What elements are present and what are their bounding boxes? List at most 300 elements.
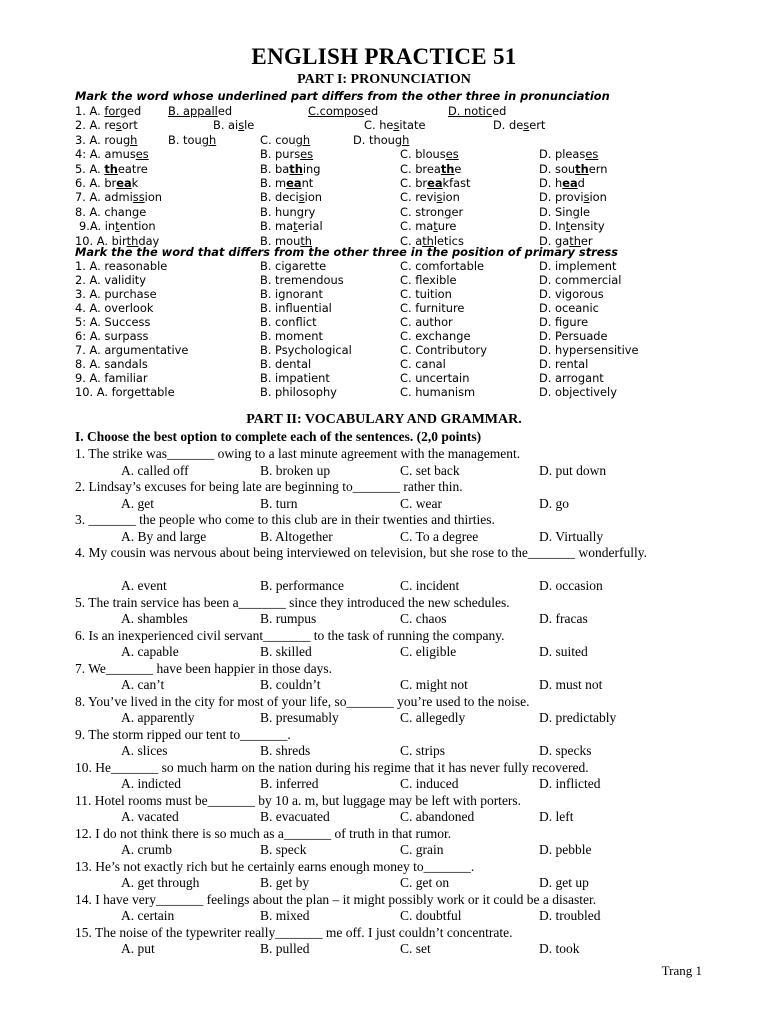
- stress-option: B. cigarette: [260, 259, 327, 273]
- underlined-part: B. appall: [168, 104, 218, 118]
- answer-option: A. By and large: [121, 528, 207, 544]
- option-text: D. de: [493, 118, 524, 133]
- option-text: C. br: [400, 176, 428, 190]
- question-text: 1. The strike was_______ owing to a last minute agreement with the management.: [75, 446, 521, 461]
- stress-option: D. figure: [539, 315, 589, 329]
- stress-option: D. hypersensitive: [539, 343, 639, 357]
- answer-options: [0, 463, 768, 479]
- underlined-part: t: [565, 219, 571, 234]
- pronunciation-option: [168, 133, 216, 147]
- underlined-part: s: [583, 190, 590, 205]
- stress-option: B. Psychological: [260, 343, 352, 357]
- answer-option: B. pulled: [260, 941, 310, 956]
- underlined-part: g: [132, 204, 140, 219]
- option-text: ry: [303, 204, 316, 219]
- underlined-part: s: [393, 118, 400, 133]
- pronunciation-option: [539, 190, 607, 204]
- option-text: ion: [589, 190, 607, 205]
- pronunciation-instruction: Mark the word whose underlined part differs from the other three in pronunciation: [75, 89, 610, 103]
- pronunciation-option: [260, 205, 315, 219]
- underlined-part: gh: [295, 132, 311, 147]
- pronunciation-option: [400, 176, 471, 190]
- underlined-part: g: [572, 204, 580, 219]
- answer-option: D. predictably: [539, 710, 617, 725]
- answer-option: D. suited: [539, 644, 588, 659]
- underlined-part: es: [300, 147, 314, 162]
- underlined-part: C.compos: [308, 104, 365, 118]
- answer-option: C. strips: [400, 743, 446, 758]
- answer-option: D. must not: [539, 677, 603, 692]
- answer-option: A. certain: [121, 908, 175, 923]
- answer-option: C. induced: [400, 776, 459, 791]
- answer-option: C. doubtful: [400, 908, 462, 923]
- option-text: 7. A. admi: [75, 190, 133, 205]
- underlined-part: ea: [116, 176, 132, 190]
- option-text: ern: [588, 161, 608, 176]
- option-text: B. m: [260, 176, 287, 190]
- answer-option: B. evacuated: [260, 809, 330, 824]
- option-text: ion: [304, 190, 323, 205]
- answer-option: D. get up: [539, 875, 589, 890]
- pronunciation-option: [260, 133, 310, 147]
- option-text: D. thou: [353, 132, 395, 147]
- option-text: D. Sin: [539, 204, 573, 219]
- underlined-part: es: [445, 147, 459, 162]
- pronunciation-option: [353, 133, 409, 147]
- option-text: B. tou: [168, 132, 202, 147]
- stress-option: C. humanism: [400, 385, 476, 399]
- stress-option: B. influential: [260, 301, 332, 315]
- answer-option: C. set: [400, 941, 431, 956]
- answer-options: [0, 578, 768, 594]
- option-text: 3. A. rou: [75, 132, 123, 147]
- stress-row: [0, 329, 768, 343]
- stress-option: C. flexible: [400, 273, 457, 287]
- answer-option: B. turn: [260, 495, 298, 511]
- answer-options: [0, 809, 768, 825]
- option-text: 10. A. bir: [75, 233, 127, 248]
- stress-row: [0, 273, 768, 287]
- option-text: day: [138, 233, 160, 248]
- option-text: eatre: [117, 161, 148, 176]
- option-text: B. hun: [260, 204, 297, 219]
- answer-options: [0, 776, 768, 792]
- answer-option: B. speck: [260, 842, 307, 857]
- option-text: ert: [529, 118, 546, 133]
- option-text: D. In: [539, 219, 566, 234]
- answer-option: A. apparently: [121, 710, 195, 725]
- option-text: kfast: [442, 176, 471, 190]
- pronunciation-row: [0, 205, 768, 219]
- question-text: 11. Hotel rooms must be_______ by 10 a. m, but luggage may be left with porters.: [75, 792, 522, 808]
- underlined-part: es: [585, 147, 599, 162]
- answer-options: [0, 710, 768, 726]
- option-text: D. h: [539, 176, 563, 190]
- answer-option: A. can’t: [121, 677, 165, 692]
- underlined-part: es: [135, 147, 149, 162]
- stress-option: D. implement: [539, 259, 617, 273]
- pronunciation-option: [539, 147, 598, 161]
- stress-row: [0, 287, 768, 301]
- stress-option: C. furniture: [400, 301, 465, 315]
- answer-option: C. abandoned: [400, 809, 475, 824]
- stress-option: C. author: [400, 315, 453, 329]
- answer-option: C. To a degree: [400, 528, 479, 544]
- answer-option: A. vacated: [121, 809, 179, 824]
- stress-row: [0, 385, 768, 399]
- answer-option: A. get through: [121, 875, 200, 890]
- stress-option: D. arrogant: [539, 371, 604, 385]
- question-text: 8. You’ve lived in the city for most of your life, so_______ you’re used to the noise.: [75, 693, 530, 709]
- option-text: e: [454, 161, 462, 176]
- answer-option: A. indicted: [121, 776, 181, 791]
- pronunciation-option: [400, 162, 461, 176]
- option-text: C. brea: [400, 161, 441, 176]
- stress-option: C. Contributory: [400, 343, 487, 357]
- option-text: 4: A. amus: [75, 147, 136, 162]
- part1-title: PART I: PRONUNCIATION: [297, 72, 471, 87]
- pronunciation-option: [75, 133, 137, 147]
- answer-option: C. set back: [400, 462, 460, 478]
- pronunciation-row: [0, 118, 768, 132]
- stress-option: D. rental: [539, 357, 589, 371]
- option-text: D. pleas: [539, 147, 586, 162]
- answer-option: C. might not: [400, 677, 468, 692]
- answer-options: [0, 941, 768, 957]
- question-text: 15. The noise of the typewriter really_______ me off. I just couldn’t concentrate.: [75, 924, 513, 940]
- answer-option: B. Altogether: [260, 528, 333, 544]
- answer-option: D. go: [539, 495, 569, 511]
- answer-options: [0, 842, 768, 858]
- stress-option: 1. A. reasonable: [75, 259, 168, 273]
- option-text: D. sou: [539, 161, 576, 176]
- option-text: B. purs: [260, 147, 301, 162]
- answer-option: A. slices: [121, 743, 168, 758]
- answer-option: C. wear: [400, 495, 442, 511]
- underlined-part: th: [569, 233, 581, 248]
- underlined-part: g: [444, 204, 452, 219]
- pronunciation-option: [75, 104, 141, 118]
- option-text: ing: [302, 161, 321, 176]
- answer-options: [0, 611, 768, 627]
- stress-option: B. dental: [260, 357, 312, 371]
- answer-option: D. fracas: [539, 611, 588, 626]
- pronunciation-option: [79, 219, 156, 233]
- answer-option: B. rumpus: [260, 611, 317, 626]
- underlined-part: t: [115, 219, 120, 234]
- answer-option: C. grain: [400, 842, 444, 857]
- option-text: erial: [297, 219, 323, 234]
- stress-option: D. commercial: [539, 273, 622, 287]
- option-text: ort: [121, 118, 138, 133]
- question-text: 2. Lindsay’s excuses for being late are beginning to_______ rather thin.: [75, 479, 463, 494]
- option-text: C. he: [364, 118, 394, 133]
- pronunciation-option: [400, 147, 459, 161]
- stress-option: C. comfortable: [400, 259, 485, 273]
- underlined-part: th: [104, 161, 118, 176]
- stress-option: B. moment: [260, 329, 323, 343]
- answer-option: C. incident: [400, 578, 460, 593]
- answer-options: [0, 644, 768, 660]
- stress-option: 3. A. purchase: [75, 287, 157, 301]
- pronunciation-option: [260, 190, 322, 204]
- underlined-part: ea: [427, 176, 443, 190]
- option-text: C. a: [400, 233, 423, 248]
- underlined-part: th: [289, 161, 303, 176]
- question-text: 3. _______ the people who come to this club are in their twenties and thirties.: [75, 512, 495, 527]
- question-text: 10. He_______ so much harm on the nation during his regime that it has never fully recovered.: [75, 759, 589, 775]
- option-text: 5. A.: [75, 161, 105, 176]
- answer-option: A. called off: [121, 462, 189, 478]
- pronunciation-row: [0, 147, 768, 161]
- stress-option: 5: A. Success: [75, 315, 151, 329]
- stress-row: [0, 301, 768, 315]
- option-text: ed: [364, 104, 379, 118]
- answer-option: B. mixed: [260, 908, 310, 923]
- answer-option: D. Virtually: [539, 528, 604, 544]
- option-text: ed: [127, 104, 142, 118]
- stress-option: D. oceanic: [539, 301, 599, 315]
- pronunciation-row: [0, 104, 768, 118]
- answer-option: A. crumb: [121, 842, 172, 857]
- option-text: C. ma: [400, 219, 434, 234]
- answer-option: B. inferred: [260, 776, 319, 791]
- option-text: D. ga: [539, 233, 570, 248]
- page-number: Trang 1: [661, 963, 702, 978]
- pronunciation-option: [400, 219, 456, 233]
- option-text: B. ma: [260, 219, 294, 234]
- pronunciation-row: [0, 176, 768, 190]
- page-title: ENGLISH PRACTICE 51: [251, 44, 517, 69]
- pronunciation-option: [539, 176, 585, 190]
- option-text: C. cou: [260, 132, 296, 147]
- underlined-part: ea: [562, 176, 578, 190]
- option-text: ention: [119, 219, 156, 234]
- stress-option: C. canal: [400, 357, 446, 371]
- underlined-part: forg: [104, 104, 128, 118]
- pronunciation-option: [260, 147, 313, 161]
- stress-option: 6: A. surpass: [75, 329, 149, 343]
- stress-option: B. tremendous: [260, 273, 344, 287]
- underlined-part: s: [436, 190, 443, 205]
- underlined-part: th: [422, 233, 434, 248]
- stress-row: [0, 357, 768, 371]
- option-text: er: [451, 204, 464, 219]
- answer-options: [0, 677, 768, 693]
- underlined-part: th: [440, 161, 455, 176]
- pronunciation-option: [308, 104, 378, 118]
- answer-option: C. allegedly: [400, 710, 466, 725]
- question-text: 12. I do not think there is so much as a_______ of truth in that rumor.: [75, 825, 452, 841]
- answer-option: D. troubled: [539, 908, 601, 923]
- section-i-heading: I. Choose the best option to complete each of the sentences. (2,0 points): [75, 429, 482, 444]
- option-text: C. stron: [400, 204, 445, 219]
- pronunciation-option: [75, 118, 138, 132]
- option-text: ed: [492, 104, 507, 118]
- stress-row: [0, 259, 768, 273]
- pronunciation-row: [0, 133, 768, 147]
- option-text: d: [577, 176, 585, 190]
- option-text: ion: [442, 190, 460, 205]
- answer-options: [0, 529, 768, 545]
- underlined-part: gh: [201, 132, 217, 147]
- answer-options: [0, 743, 768, 759]
- stress-option: 4. A. overlook: [75, 301, 154, 315]
- answer-option: B. skilled: [260, 644, 312, 659]
- answer-option: A. put: [121, 941, 155, 956]
- option-text: le: [579, 204, 591, 219]
- option-text: e: [139, 204, 147, 219]
- stress-option: B. ignorant: [260, 287, 323, 301]
- stress-row: [0, 371, 768, 385]
- stress-option: D. Persuade: [539, 329, 608, 343]
- option-text: B. ba: [260, 161, 290, 176]
- option-text: letics: [433, 233, 464, 248]
- stress-option: 9. A. familiar: [75, 371, 148, 385]
- answer-option: B. get by: [260, 875, 310, 890]
- underlined-part: g: [296, 204, 304, 219]
- stress-row: [0, 315, 768, 329]
- underlined-part: ss: [132, 190, 145, 205]
- question-text: 5. The train service has been a_______ since they introduced the new schedules.: [75, 594, 510, 610]
- option-text: 8. A. chan: [75, 204, 133, 219]
- underlined-part: s: [298, 190, 305, 205]
- stress-option: D. objectively: [539, 385, 617, 399]
- question-text: 4. My cousin was nervous about being interviewed on television, but she rose to the_______ wonderfully.: [75, 545, 648, 560]
- pronunciation-option: [539, 162, 607, 176]
- stress-option: B. philosophy: [260, 385, 337, 399]
- answer-options: [0, 875, 768, 891]
- question-text: 9. The storm ripped our tent to_______.: [75, 726, 291, 742]
- stress-option: C. tuition: [400, 287, 452, 301]
- answer-option: A. shambles: [121, 611, 188, 626]
- pronunciation-option: [75, 147, 149, 161]
- stress-option: C. exchange: [400, 329, 471, 343]
- underlined-part: t: [433, 219, 438, 234]
- answer-option: A. get: [121, 495, 154, 511]
- option-text: 2. A. re: [75, 118, 116, 133]
- option-text: ensity: [570, 219, 605, 234]
- stress-row: [0, 343, 768, 357]
- pronunciation-option: [75, 205, 146, 219]
- stress-option: C. uncertain: [400, 371, 470, 385]
- underlined-part: ea: [286, 176, 302, 190]
- underlined-part: th: [126, 233, 139, 248]
- answer-option: C. chaos: [400, 611, 447, 626]
- pronunciation-option: [400, 190, 460, 204]
- option-text: C. blous: [400, 147, 446, 162]
- underlined-part: gh: [394, 132, 410, 147]
- question-text: 13. He’s not exactly rich but he certainly earns enough money to_______.: [75, 858, 475, 874]
- option-text: itate: [399, 118, 426, 133]
- option-text: 1. A.: [75, 104, 105, 118]
- answer-option: D. specks: [539, 743, 592, 758]
- underlined-part: t: [293, 219, 298, 234]
- underlined-part: th: [300, 233, 313, 248]
- option-text: B. ai: [213, 118, 239, 133]
- option-text: D. provi: [539, 190, 584, 205]
- answer-option: B. presumably: [260, 710, 339, 725]
- pronunciation-option: [75, 176, 138, 190]
- pronunciation-option: [448, 104, 506, 118]
- option-text: 6. A. br: [75, 176, 117, 190]
- answer-option: B. broken up: [260, 462, 331, 478]
- underlined-part: s: [523, 118, 530, 133]
- answer-option: A. capable: [121, 644, 179, 659]
- answer-option: B. performance: [260, 578, 344, 593]
- stress-option: B. conflict: [260, 315, 317, 329]
- question-text: 6. Is an inexperienced civil servant_______ to the task of running the company.: [75, 627, 505, 643]
- pronunciation-option: [493, 118, 545, 132]
- option-text: le: [244, 118, 255, 133]
- option-text: B. deci: [260, 190, 299, 205]
- pronunciation-option: [260, 176, 313, 190]
- underlined-part: th: [575, 161, 589, 176]
- option-text: ion: [144, 190, 163, 205]
- underlined-part: s: [238, 118, 245, 133]
- answer-option: D. occasion: [539, 578, 603, 593]
- answer-options: [0, 908, 768, 924]
- answer-option: D. put down: [539, 462, 607, 478]
- option-text: k: [131, 176, 139, 190]
- pronunciation-option: [260, 162, 320, 176]
- stress-option: 7. A. argumentative: [75, 343, 189, 357]
- pronunciation-option: [364, 118, 425, 132]
- option-text: B. mou: [260, 233, 301, 248]
- pronunciation-option: [260, 219, 323, 233]
- stress-instruction: Mark the the word that differs from the other three in the position of primary stress: [75, 245, 619, 259]
- answer-options: [0, 496, 768, 512]
- option-text: C. revi: [400, 190, 437, 205]
- option-text: nt: [301, 176, 314, 190]
- stress-option: 2. A. validity: [75, 273, 146, 287]
- pronunciation-row: [0, 219, 768, 233]
- pronunciation-option: [168, 104, 232, 118]
- answer-option: D. left: [539, 809, 574, 824]
- pronunciation-row: [0, 162, 768, 176]
- pronunciation-row: [0, 190, 768, 204]
- answer-option: B. couldn’t: [260, 677, 321, 692]
- underlined-part: gh: [122, 132, 138, 147]
- stress-option: B. impatient: [260, 371, 330, 385]
- answer-option: A. event: [121, 578, 167, 593]
- pronunciation-option: [539, 205, 590, 219]
- part2-title: PART II: VOCABULARY AND GRAMMAR.: [246, 412, 522, 427]
- answer-option: B. shreds: [260, 743, 311, 758]
- stress-option: 10. A. forgettable: [75, 385, 175, 399]
- option-text: er: [580, 233, 593, 248]
- underlined-part: s: [115, 118, 122, 133]
- option-text: 9.A. in: [79, 219, 116, 234]
- answer-option: C. eligible: [400, 644, 457, 659]
- answer-option: D. inflicted: [539, 776, 601, 791]
- pronunciation-option: [539, 219, 605, 233]
- answer-option: C. get on: [400, 875, 450, 890]
- stress-option: 8. A. sandals: [75, 357, 148, 371]
- pronunciation-option: [213, 118, 254, 132]
- question-text: 7. We_______ have been happier in those days.: [75, 660, 332, 676]
- answer-option: D. took: [539, 941, 580, 956]
- option-text: ed: [217, 104, 233, 118]
- question-text: 14. I have very_______ feelings about the plan – it might possibly work or it could be a disaster.: [75, 891, 597, 907]
- pronunciation-option: [400, 205, 463, 219]
- pronunciation-option: [75, 162, 148, 176]
- pronunciation-option: [75, 190, 162, 204]
- option-text: ure: [437, 219, 457, 234]
- stress-option: D. vigorous: [539, 287, 604, 301]
- answer-option: D. pebble: [539, 842, 592, 857]
- underlined-part: D. notic: [448, 104, 493, 118]
